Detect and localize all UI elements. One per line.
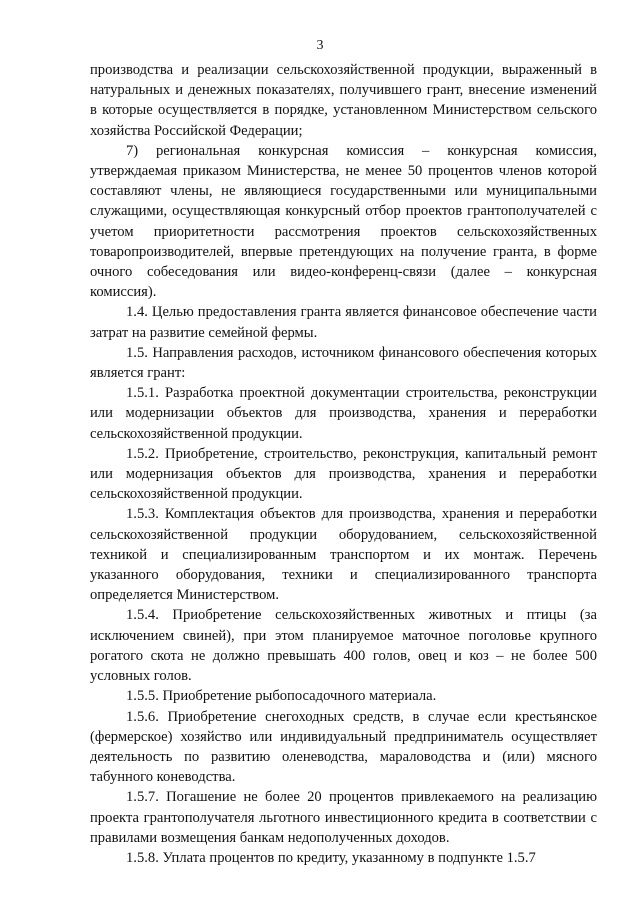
- paragraph-1-5-5: 1.5.5. Приобретение рыбопосадочного материала.: [126, 688, 437, 705]
- page-number: 3: [316, 38, 324, 53]
- paragraph-1-5-4: 1.5.4. Приобретение сельскохозяйственных животных и птицы (за исключением свиней), при этом планируемое маточное поголовье крупного рогатого скота не должно превышать 400 голов, овец и коз – не более 500 условных голов.: [90, 607, 597, 685]
- paragraph-1-5-expense-directions: 1.5. Направления расходов, источником финансового обеспечения которых является грант:: [90, 344, 597, 382]
- paragraph-1-5-6: 1.5.6. Приобретение снегоходных средств, в случае если крестьянское (фермерское) хозяйство или индивидуальный предприниматель осуществляет деятельность по развитию оленеводства, мараловодства и (или) мясного табунного коневодства.: [90, 708, 597, 786]
- paragraph-item-7-regional-commission: 7) региональная конкурсная комиссия – конкурсная комиссия, утверждаемая приказом Министерства, не менее 50 процентов членов которой составляют члены, не являющиеся государственными или муниципальными служащими, осуществляющая конкурсный отбор проектов грантополучателей с учетом приоритетности рассмотрения проектов сельскохозяйственных товаропроизводителей, впервые претендующих на получение гранта, в форме очного собеседования или видео-конференц-связи (далее – конкурсная комиссия).: [90, 142, 597, 301]
- paragraph-1-5-8: 1.5.8. Уплата процентов по кредиту, указанному в подпункте 1.5.7: [126, 849, 536, 866]
- paragraph-continuation: производства и реализации сельскохозяйственной продукции, выраженный в натуральных и денежных показателях, получившего грант, внесение изменений в которые осуществляется в порядке, установленном Министерством сельского хозяйства Российской Федерации;: [90, 62, 597, 139]
- document-body: [90, 60, 597, 868]
- paragraph-1-5-2: 1.5.2. Приобретение, строительство, реконструкция, капитальный ремонт или модернизация объектов для производства, хранения и переработки сельскохозяйственной продукции.: [90, 445, 597, 503]
- paragraph-1-5-3: 1.5.3. Комплектация объектов для производства, хранения и переработки сельскохозяйственной продукции оборудованием, сельскохозяйственной техникой и специализированным транспортом и их монтаж. Перечень указанного оборудования, техники и специализированного транспорта определяется Министерством.: [90, 506, 597, 604]
- paragraph-1-5-1: 1.5.1. Разработка проектной документации строительства, реконструкции или модернизации объектов для производства, хранения и переработки сельскохозяйственной продукции.: [90, 385, 597, 442]
- paragraph-1-5-7: 1.5.7. Погашение не более 20 процентов привлекаемого на реализацию проекта грантополучателя льготного инвестиционного кредита в соответствии с правилами возмещения банкам недополученных доходов.: [90, 789, 597, 846]
- paragraph-1-4-grant-purpose: 1.4. Целью предоставления гранта является финансовое обеспечение части затрат на развитие семейной фермы.: [90, 304, 597, 341]
